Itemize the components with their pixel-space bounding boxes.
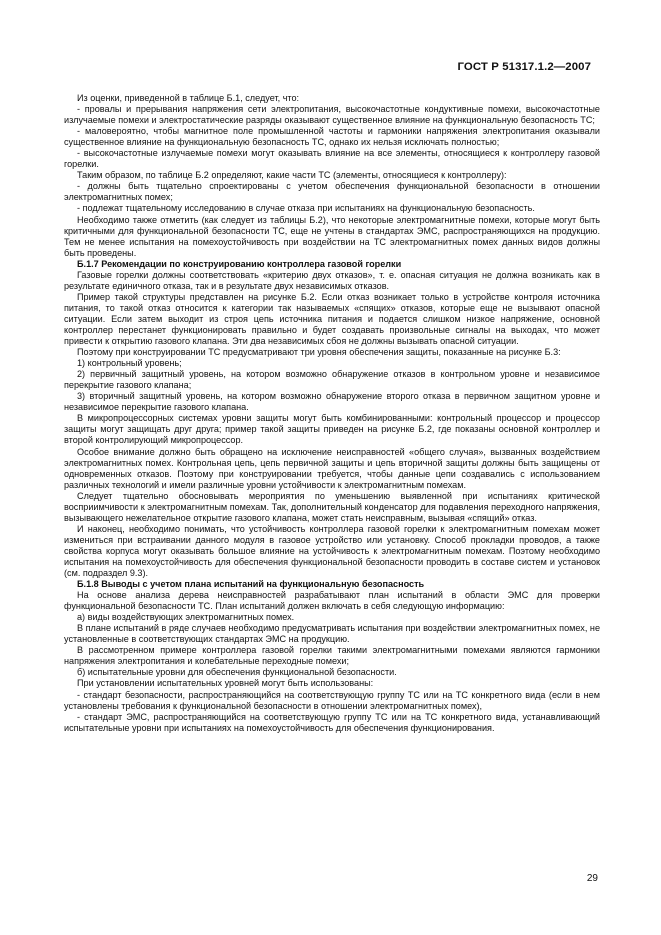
standard-code-header: ГОСТ Р 51317.1.2—2007 [457,61,591,73]
paragraph: При установлении испытательных уровней могут быть использованы: [77,678,374,689]
paragraph: Газовые горелки должны соответствовать «критерию двух отказов», т. е. опасная ситуация не должна возникать как в результате единичного отказа, так и в результате двух независимых отказов. [64,269,600,291]
list-item: 2) первичный защитный уровень, на котором возможно обнаружение отказов в контрольном уровне и независимое перекрытие газового клапана; [64,369,600,391]
document-body [64,93,600,734]
list-item: - высокочастотные излучаемые помехи могут оказывать влияние на все элементы, относящиеся к контроллеру газовой горелки. [64,148,600,170]
paragraph: Таким образом, по таблице Б.2 определяют, какие части ТС (элементы, относящиеся к контроллеру): [77,170,507,181]
page-number: 29 [586,873,598,884]
section-heading-b18: Б.1.8 Выводы с учетом плана испытаний на функциональную безопасность [77,579,425,590]
list-item: - подлежат тщательному исследованию в случае отказа при испытаниях на функциональную безопасность. [77,203,535,214]
paragraph: Поэтому при конструировании ТС предусматривают три уровня обеспечения защиты, показанные на рисунке Б.3: [77,347,561,358]
paragraph: В плане испытаний в ряде случаев необходимо предусматривать испытания при воздействии электромагнитных помех, не установленные в соответствующих стандартах ЭМС на продукцию. [64,623,600,645]
list-item: 1) контрольный уровень; [77,358,182,369]
list-item: а) виды воздействующих электромагнитных помех. [77,612,295,623]
paragraph: В микропроцессорных системах уровни защиты могут быть комбинированными: контрольный процессор и процессор защиты могут защищать друг друга; пример такой защиты приведен на рисунке Б.2, где показаны основной контроллер и второй контролирующий микропроцессор. [64,413,600,446]
paragraph: И наконец, необходимо понимать, что устойчивость контроллера газовой горелки к электромагнитным помехам может измениться при встраивании данного модуля в газовое устройство или установку. Способ прокладки проводов, а также свойства корпуса могут оказывать большое влияние на устойчивость к электромагнитным помехам. Поэтому необходимо испытания на помехоустойчивость для обеспечения функциональной безопасности проводить в составе систем и установок (см. подраздел 9.3). [64,523,600,579]
paragraph: Следует тщательно обосновывать мероприятия по уменьшению выявленной при испытаниях критической восприимчивости к электромагнитным помехам. Так, дополнительный конденсатор для подавления переходного напряжения, вызывающего нежелательное открытие газового клапана, может стать неисправным, вызывая «спящий» отказ. [64,490,600,523]
section-heading-b17: Б.1.7 Рекомендации по конструированию контроллера газовой горелки [77,258,402,269]
list-item: - стандарт безопасности, распространяющийся на соответствующую группу ТС или на ТС конкретного вида (если в нем установлены требования к функциональной безопасности в отношении электромагнитных помех), [64,689,600,711]
list-item: 3) вторичный защитный уровень, на котором возможно обнаружение второго отказа в первичном защитном уровне и независимое перекрытие газового клапана. [64,391,600,413]
paragraph: Из оценки, приведенной в таблице Б.1, следует, что: [77,93,300,103]
paragraph: Особое внимание должно быть обращено на исключение неисправностей «общего случая», вызванных воздействием электромагнитных помех. Контрольная цепь, цепь первичной защиты и цепь вторичной защиты должны быть защищены от одновременных отказов. Поэтому при конструировании требуется, чтобы данные цепи создавались с использованием различных технологий и имели различные уровни устойчивости к электромагнитным помехам. [64,446,600,490]
paragraph: Пример такой структуры представлен на рисунке Б.2. Если отказ возникает только в устройстве контроля источника питания, то такой отказ относится к категории так называемых «спящих» отказов, которые еще не вызывают опасной ситуации. Если затем выходит из строя цепь источника питания и подается слишком низкое напряжение, основной контроллер перестанет функционировать правильно и будет создавать произвольные сигналы на выходах, что может привести к открытию газового клапана. Эти два независимых сбоя не должны вызывать опасной ситуации. [64,291,600,347]
list-item: - должны быть тщательно спроектированы с учетом обеспечения функциональной безопасности в отношении электромагнитных помех; [64,181,600,203]
list-item: - стандарт ЭМС, распространяющийся на соответствующую группу ТС или на ТС конкретного вида, устанавливающий испытательные уровни при испытаниях на помехоустойчивость для обеспечения функционирования. [64,711,600,733]
list-item: - маловероятно, чтобы магнитное поле промышленной частоты и гармоники напряжения электропитания оказывали существенное влияние на функциональную безопасность ТС, однако их нельзя исключать полностью; [64,126,600,148]
list-item: б) испытательные уровни для обеспечения функциональной безопасности. [77,667,397,678]
paragraph: Необходимо также отметить (как следует из таблицы Б.2), что некоторые электромагнитные помехи, которые могут быть критичными для функциональной безопасности ТС, еще не учтены в стандартах ЭМС, распространяющихся на продукцию. Тем не менее испытания на помехоустойчивость при воздействии на ТС электромагнитных помех данных видов должны быть проведены. [64,214,600,258]
paragraph: На основе анализа дерева неисправностей разрабатывают план испытаний в области ЭМС для проверки функциональной безопасности ТС. План испытаний должен включать в себя следующую информацию: [64,590,600,612]
list-item: - провалы и прерывания напряжения сети электропитания, высокочастотные кондуктивные помехи, высокочастотные излучаемые помехи и электростатические разряды оказывают существенное влияние на функциональную безопасность ТС; [64,104,600,126]
paragraph: В рассмотренном примере контроллера газовой горелки такими электромагнитными помехами являются гармоники напряжения электропитания и колебательные переходные помехи; [64,645,600,667]
